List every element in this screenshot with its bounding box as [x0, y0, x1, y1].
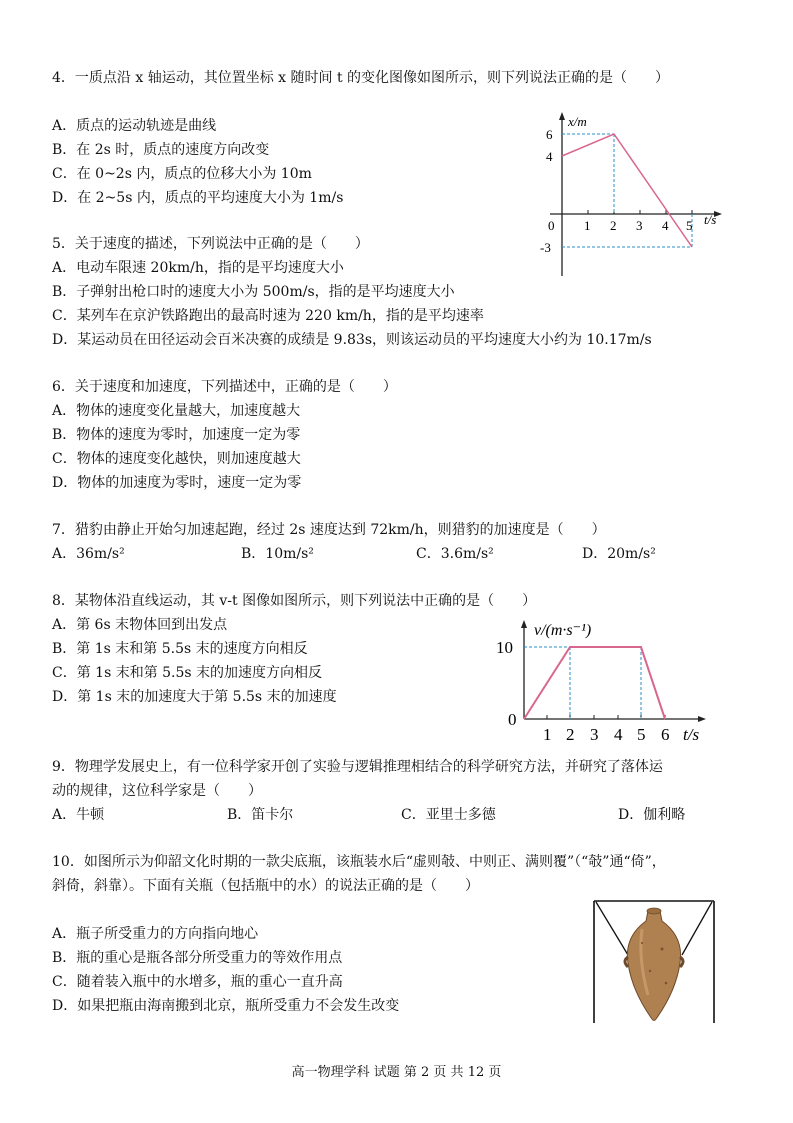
- q6-option-a: A．物体的速度变化量越大，加速度越大: [52, 403, 301, 419]
- q8-x-arrow: [698, 716, 706, 722]
- q8-xlabel: t/s: [683, 725, 700, 744]
- q4-xtick-4: 4: [662, 218, 669, 233]
- q10-stem-line1: 10．如图所示为仰韶文化时期的一款尖底瓶，该瓶装水后“虚则攲、中则正、满则覆”（“攲”通“倚”，: [52, 854, 666, 870]
- q6-option-c: C．物体的速度变化越快，则加速度越大: [52, 451, 301, 467]
- q8-vt-graph: [488, 614, 718, 746]
- q7-option-d: D．20m/s²: [582, 546, 656, 562]
- q6-option-d: D．物体的加速度为零时，速度一定为零: [52, 475, 302, 491]
- q5-option-b: B．子弹射出枪口时的速度大小为 500m/s，指的是平均速度大小: [52, 284, 455, 300]
- bottle-mouth: [647, 908, 661, 914]
- q8-xtick-2: 2: [566, 725, 575, 744]
- pointed-bottom-bottle-illustration: [592, 899, 716, 1023]
- q10-option-a: A．瓶子所受重力的方向指向地心: [52, 926, 259, 942]
- q4-option-a: A．质点的运动轨迹是曲线: [52, 118, 217, 134]
- q6-stem: 6．关于速度和加速度，下列描述中，正确的是（ ）: [52, 379, 397, 395]
- q5-stem: 5．关于速度的描述，下列说法中正确的是（ ）: [52, 236, 369, 252]
- q4-option-d: D．在 2~5s 内，质点的平均速度大小为 1m/s: [52, 190, 344, 206]
- q4-ytick-neg3: -3: [540, 240, 551, 255]
- q4-option-b: B．在 2s 时，质点的速度方向改变: [52, 142, 270, 158]
- q5-option-a: A．电动车限速 20km/h，指的是平均速度大小: [52, 260, 344, 276]
- q7-option-c: C．3.6m/s²: [416, 546, 494, 562]
- q9-stem-line1: 9．物理学发展史上，有一位科学家开创了实验与逻辑推理相结合的科学研究方法，并研究了落体运: [52, 759, 663, 775]
- q4-ylabel: x/m: [568, 114, 587, 129]
- q8-ylabel: v/(m·s⁻¹): [534, 622, 592, 639]
- q4-xtick-0: 0: [548, 218, 555, 233]
- q8-ytick-10: 10: [496, 638, 513, 657]
- q4-stem: 4．一质点沿 x 轴运动，其位置坐标 x 随时间 t 的变化图像如图所示，则下列说法正确的是（ ）: [52, 70, 670, 86]
- q8-xtick-3: 3: [590, 725, 599, 744]
- q10-option-d: D．如果把瓶由海南搬到北京，瓶所受重力不会发生改变: [52, 998, 400, 1014]
- bottle-body: [627, 911, 680, 1021]
- q8-ytick-0: 0: [508, 710, 517, 729]
- q10-option-c: C．随着装入瓶中的水增多，瓶的重心一直升高: [52, 974, 343, 990]
- q4-xtick-1: 1: [584, 218, 591, 233]
- q9-option-a: A．牛顿: [52, 807, 105, 823]
- q8-xtick-6: 6: [661, 725, 670, 744]
- q8-xtick-4: 4: [614, 725, 623, 744]
- rope-right: [682, 902, 712, 955]
- q7-option-a: A．36m/s²: [52, 546, 125, 562]
- q8-option-a: A．第 6s 末物体回到出发点: [52, 617, 228, 633]
- q4-xt-line: [562, 134, 692, 247]
- rope-left: [596, 902, 628, 955]
- q4-xtick-5: 5: [686, 218, 693, 233]
- q8-option-b: B．第 1s 末和第 5.5s 末的速度方向相反: [52, 641, 308, 657]
- q9-option-b: B．笛卡尔: [227, 807, 294, 823]
- q8-xtick-5: 5: [637, 725, 646, 744]
- page-footer: 高一物理学科 试题 第 2 页 共 12 页: [291, 1065, 502, 1080]
- q5-option-c: C．某列车在京沪铁路跑出的最高时速为 220 km/h，指的是平均速率: [52, 308, 484, 324]
- q4-option-c: C．在 0~2s 内，质点的位移大小为 10m: [52, 166, 312, 182]
- q8-stem: 8．某物体沿直线运动，其 v-t 图像如图所示，则下列说法中正确的是（ ）: [52, 593, 537, 609]
- q4-xtick-2: 2: [610, 218, 617, 233]
- q8-option-c: C．第 1s 末和第 5.5s 末的加速度方向相反: [52, 665, 323, 681]
- q4-ytick-6: 6: [546, 127, 553, 142]
- q6-option-b: B．物体的速度为零时，加速度一定为零: [52, 427, 301, 443]
- q5-option-d: D．某运动员在田径运动会百米决赛的成绩是 9.83s，则该运动员的平均速度大小约为 10.17m/s: [52, 332, 652, 348]
- q4-ytick-4: 4: [546, 149, 553, 164]
- q7-stem: 7．猎豹由静止开始匀加速起跑，经过 2s 速度达到 72km/h，则猎豹的加速度是（ ）: [52, 522, 606, 538]
- q4-xt-graph: [520, 108, 735, 280]
- q9-option-d: D．伽利略: [618, 807, 686, 823]
- q10-stem-line2: 斜倚，斜靠）。下面有关瓶（包括瓶中的水）的说法正确的是（ ）: [52, 878, 479, 894]
- q4-xtick-3: 3: [636, 218, 643, 233]
- q7-option-b: B．10m/s²: [241, 546, 314, 562]
- q4-xlabel: t/s: [704, 212, 717, 227]
- q10-option-b: B．瓶的重心是瓶各部分所受重力的等效作用点: [52, 950, 343, 966]
- q4-y-arrow: [559, 112, 565, 120]
- q8-y-arrow: [521, 620, 527, 628]
- q9-stem-line2: 动的规律，这位科学家是（ ）: [52, 783, 262, 799]
- q8-vt-line: [524, 647, 665, 719]
- q8-xtick-1: 1: [543, 725, 552, 744]
- q8-option-d: D．第 1s 末的加速度大于第 5.5s 末的加速度: [52, 689, 337, 705]
- q9-option-c: C．亚里士多德: [401, 807, 496, 823]
